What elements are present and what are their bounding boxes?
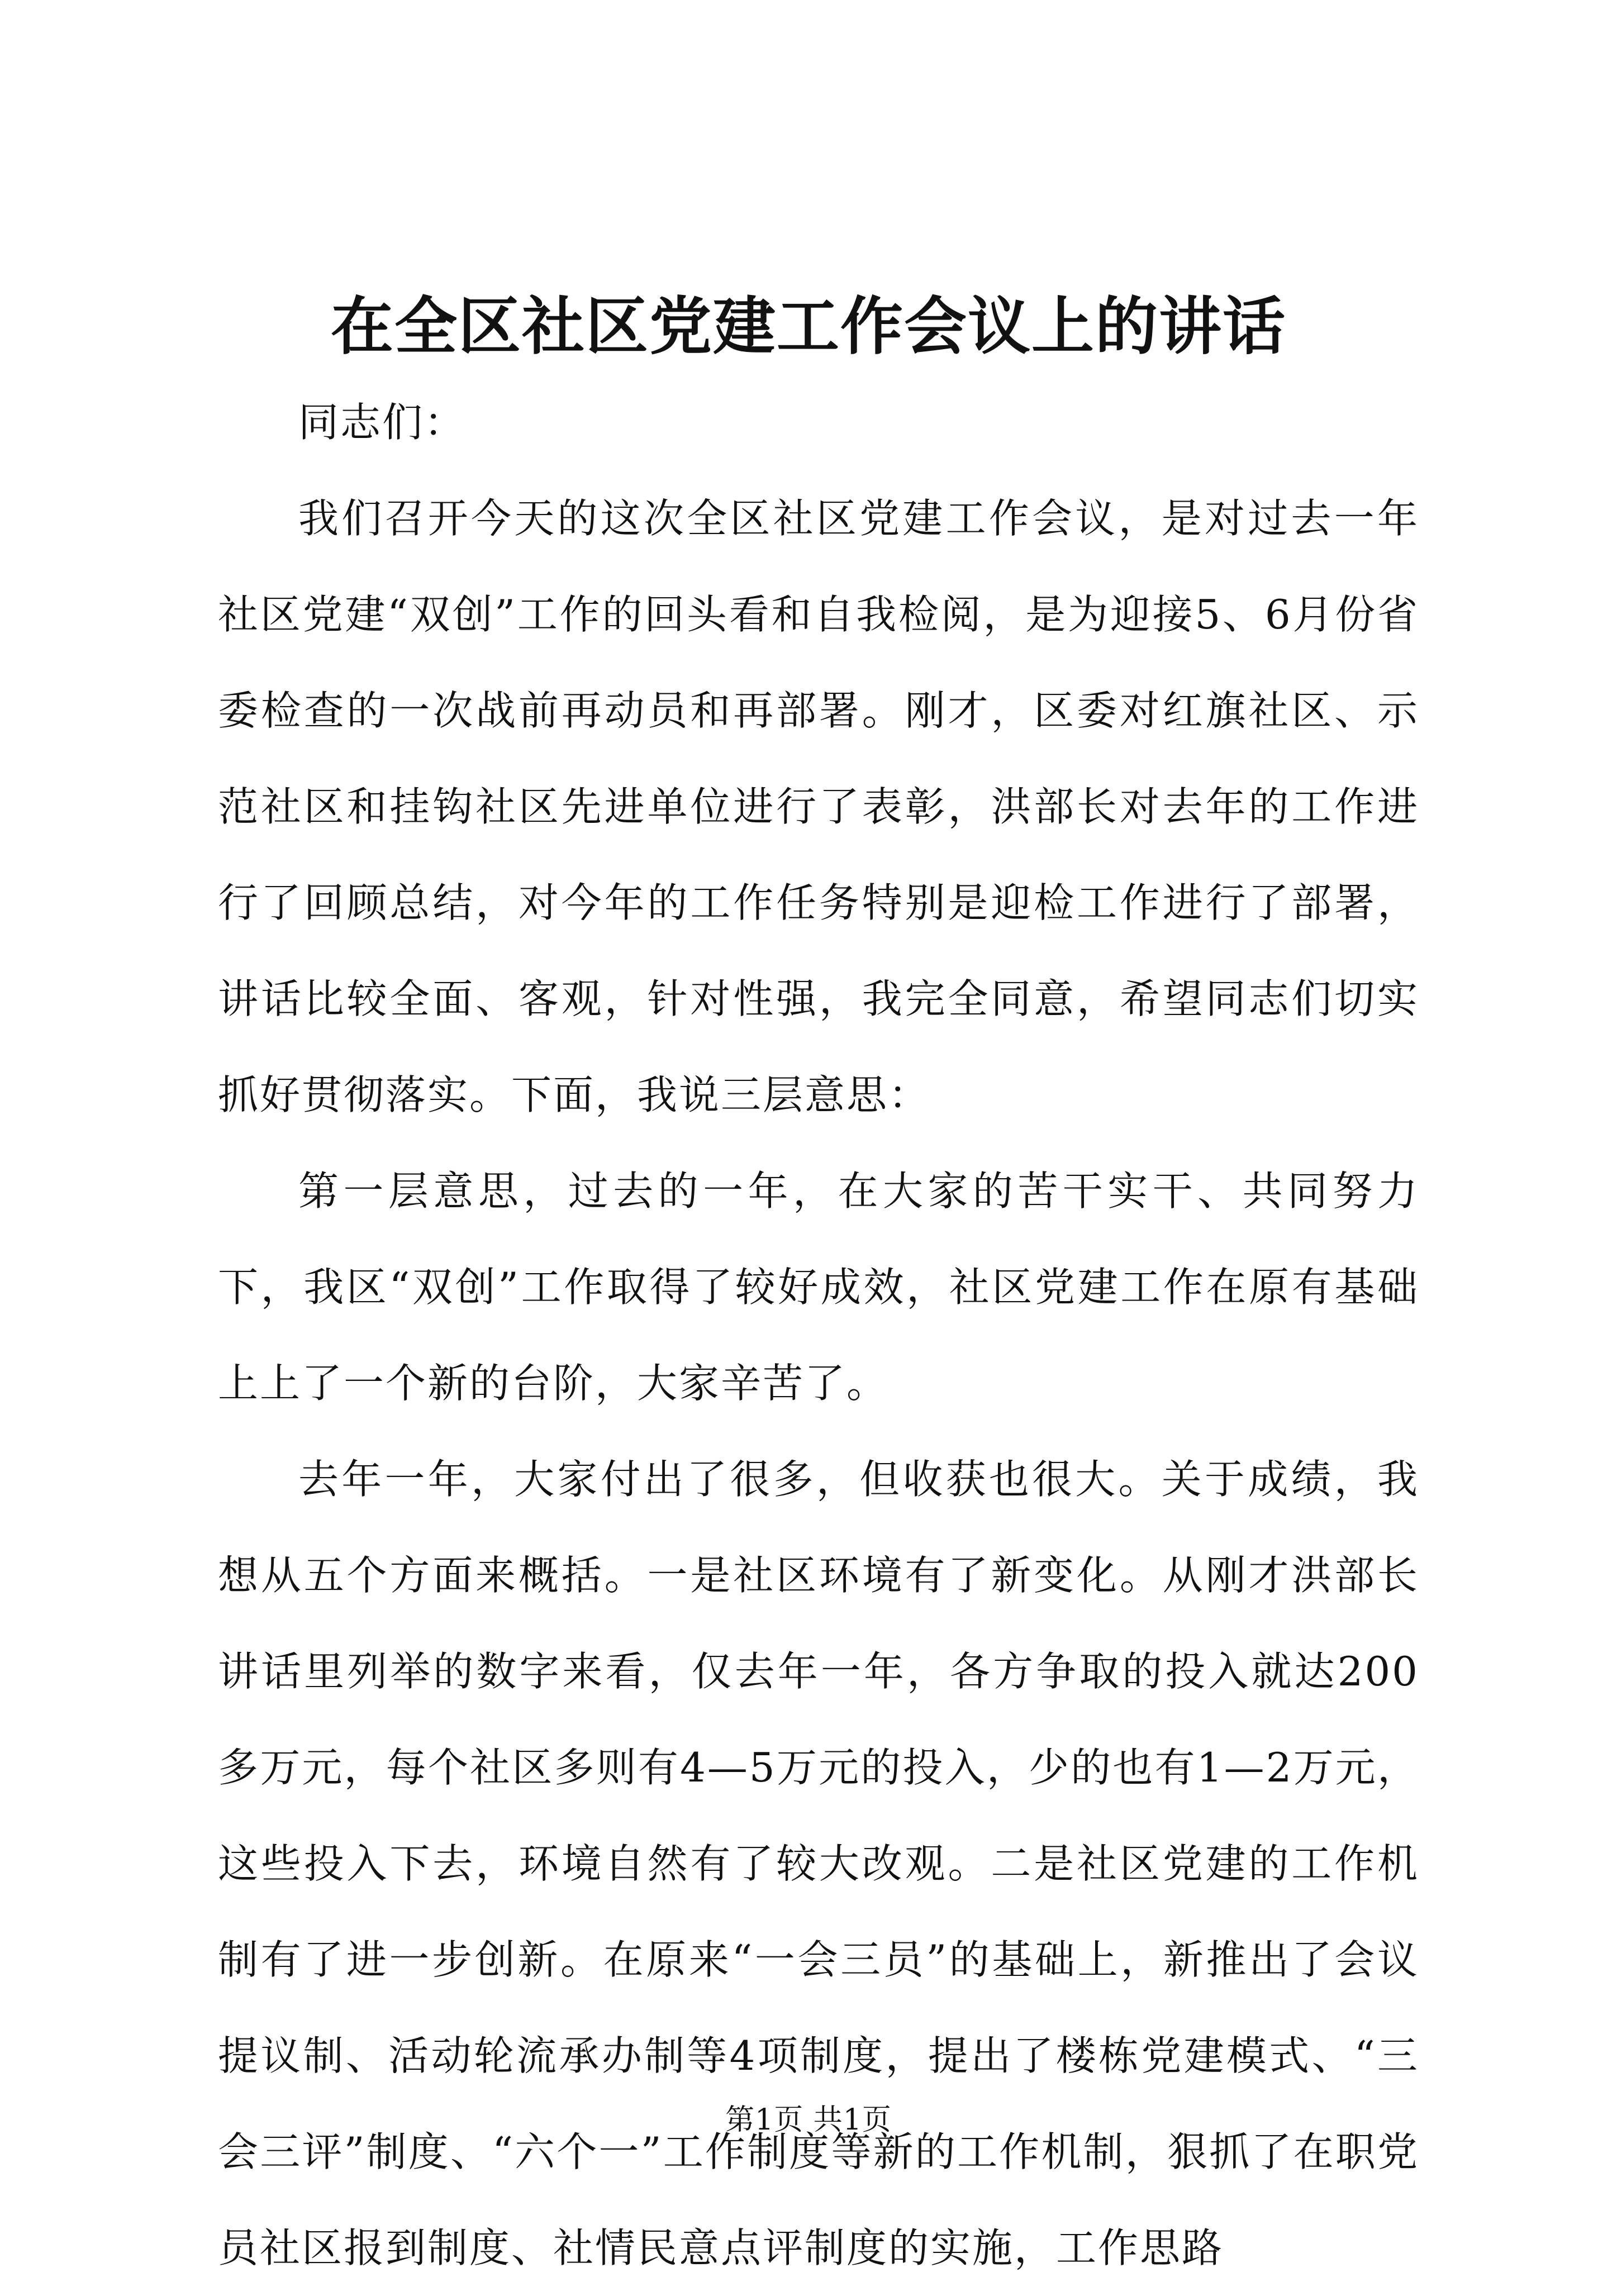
- page-footer: 第1页 共1页: [725, 2103, 892, 2137]
- document-body: [218, 374, 1419, 2296]
- greeting: 同志们：: [298, 399, 467, 446]
- paragraph: 我们召开今天的这次全区社区党建工作会议，是对过去一年社区党建“双创”工作的回头看和自我检阅，是为迎接5、6月份省委检查的一次战前再动员和再部署。刚才，区委对红旗社区、示范社区和挂钩社区先进单位进行了表彰，洪部长对去年的工作进行了回顾总结，对今年的工作任务特别是迎检工作进行了部署，讲话比较全面、客观，针对性强，我完全同意，希望同志们切实抓好贯彻落实。下面，我说三层意思：: [218, 495, 1419, 1118]
- document-title: 在全区社区党建工作会议上的讲话: [331, 290, 1286, 363]
- paragraph: 第一层意思，过去的一年，在大家的苦干实干、共同努力下，我区“双创”工作取得了较好成效，社区党建工作在原有基础上上了一个新的台阶，大家辛苦了。: [218, 1168, 1419, 1407]
- paragraph: 去年一年，大家付出了很多，但收获也很大。关于成绩，我想从五个方面来概括。一是社区环境有了新变化。从刚才洪部长讲话里列举的数字来看，仅去年一年，各方争取的投入就达200多万元，每个社区多则有4—5万元的投入，少的也有1—2万元，这些投入下去，环境自然有了较大改观。二是社区党建的工作机制有了进一步创新。在原来“一会三员”的基础上，新推出了会议提议制、活动轮流承办制等4项制度，提出了楼栋党建模式、“三会三评”制度、“六个一”工作制度等新的工作机制，狠抓了在职党员社区报到制度、社情民意点评制度的实施，工作思路: [218, 1456, 1419, 2271]
